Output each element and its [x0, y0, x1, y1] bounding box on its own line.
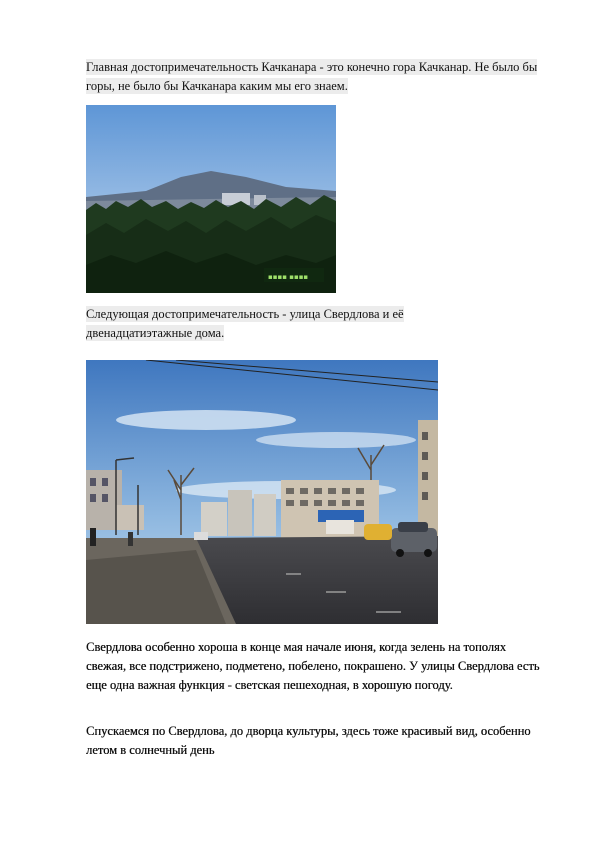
- paragraph-sverdlova-intro: [86, 305, 446, 343]
- paragraph-palace-culture: [86, 722, 536, 760]
- paragraph-mountain-intro: [86, 58, 556, 96]
- paragraph-4-text: Спускаемся по Свердлова, до дворца культуры, здесь тоже красивый вид, особенно летом в солнечный день: [86, 724, 531, 757]
- street-photo: [86, 360, 438, 624]
- svg-text:▪▪▪▪ ▪▪▪▪: ▪▪▪▪ ▪▪▪▪: [268, 273, 309, 281]
- paragraph-1-text: Главная достопримечательность Качканара - это конечно гора Качканар. Не было бы горы, не было бы Качканара каким мы его знаем.: [86, 60, 538, 93]
- paragraph-2-text: Следующая достопримечательность - улица Свердлова и её двенадцатиэтажные дома.: [86, 307, 404, 340]
- paragraph-sverdlova-description: [86, 638, 548, 695]
- paragraph-3-text: Свердлова особенно хороша в конце мая начале июня, когда зелень на тополях свежая, все подстрижено, подметено, побелено, покрашено. У улицы Свердлова есть еще одна важная функция - светская пешеходная, в хорошую погоду.: [86, 640, 540, 692]
- mountain-photo: [86, 105, 336, 293]
